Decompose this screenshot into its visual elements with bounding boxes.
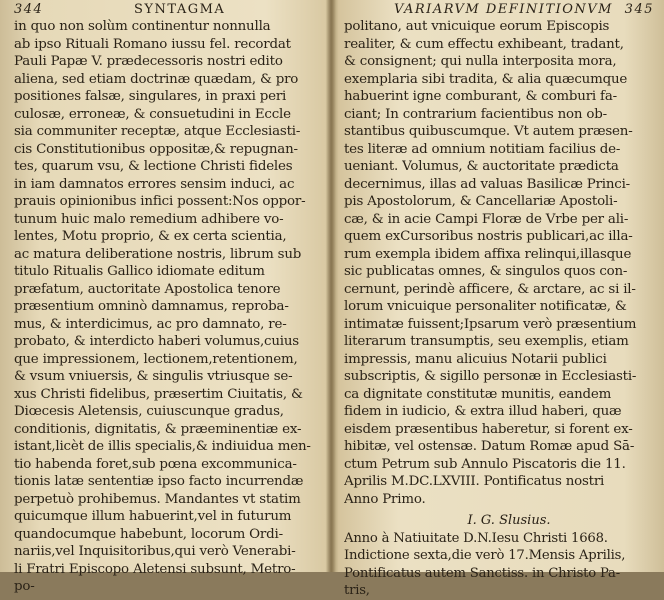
- text-line: ca dignitate constitutæ munitis, eandem: [344, 386, 612, 402]
- text-line: tris,: [344, 583, 370, 598]
- text-line: tionis latæ sententiæ ipso facto incurrendæ: [14, 474, 304, 489]
- text-line: tes, quarum vsu, & lectione Christi fideles: [14, 159, 293, 174]
- right-page: [334, 0, 664, 598]
- text-line: lorum vnicuique personaliter notificatæ, &: [344, 299, 627, 314]
- text-line: Indictione sexta,die verò 17.Mensis Aprilis,: [344, 548, 626, 563]
- text-line: Aprilis M.DC.LXVIII. Pontificatus nostri: [344, 474, 605, 489]
- text-line: intimatæ fuissent;Ipsarum verò præsentium: [344, 316, 637, 332]
- left-running-head: [14, 2, 322, 18]
- text-line: in quo non solùm continentur nonnulla: [14, 19, 271, 34]
- text-line: subscriptis, & sigillo personæ in Ecclesiasti-: [344, 369, 637, 384]
- text-line: quandocumque habebunt, locorum Ordi-: [14, 526, 283, 542]
- text-line: stantibus quibuscumque. Vt autem præsen-: [344, 124, 633, 139]
- left-page: [0, 0, 330, 594]
- text-line: tunum huic malo remedium adhibere vo-: [14, 211, 284, 227]
- text-line: ciant; In contrarium facientibus non ob-: [344, 106, 607, 122]
- text-line: cernunt, perindè afficere, & arctare, ac si il-: [344, 281, 636, 297]
- text-line: Anno Primo.: [344, 491, 426, 507]
- text-line: positiones falsæ, singulares, in praxi peri: [14, 89, 287, 104]
- text-line: exemplaria sibi tradita, & alia quæcumque: [344, 71, 628, 87]
- text-line: po-: [14, 579, 35, 594]
- text-line: tes literæ ad omnium notitiam facilius de-: [344, 141, 621, 157]
- text-line: mus, & interdicimus, ac pro damnato, re-: [14, 316, 287, 332]
- right-running-title: VARIARVM DEFINITIONVM: [394, 2, 613, 17]
- right-page-number: 345: [624, 2, 654, 17]
- text-line: præsentium omninò damnamus, reproba-: [14, 299, 289, 314]
- text-line: quicumque illum habuerint,vel in futurum: [14, 509, 292, 524]
- text-line: quem exCursoribus nostris publicari,ac illa-: [344, 229, 633, 244]
- text-line: cæ, & in acie Campi Floræ de Vrbe per ali-: [344, 211, 629, 227]
- text-line: nariis,vel Inquisitoribus,qui verò Venerabi-: [14, 544, 296, 559]
- text-line: eisdem præsentibus haberetur, si forent ex-: [344, 421, 633, 437]
- text-line: Diœcesis Aletensis, cuiuscunque gradus,: [14, 404, 284, 419]
- text-line: ab ipso Rituali Romano iussu fel. recordat: [14, 36, 291, 52]
- addendum: [344, 530, 654, 600]
- text-line: cis Constitutionibus oppositæ,& repugnan-: [14, 141, 298, 157]
- text-line: ctum Petrum sub Annulo Piscatoris die 11.: [344, 456, 626, 472]
- text-line: rum exempla ibidem affixa relinqui,illasque: [344, 246, 632, 262]
- text-line: & vsum vniuersis, & singulis vtriusque se-: [14, 369, 293, 384]
- text-line: perpetuò prohibemus. Mandantes vt statim: [14, 491, 301, 507]
- text-line: realiter, & cum effectu exhibeant, tradant,: [344, 36, 624, 52]
- text-line: & consignent; qui nulla interposita mora,: [344, 54, 617, 69]
- text-line: literarum transumptis, seu exemplis, etiam: [344, 334, 629, 349]
- text-line: probato, & interdicto haberi volumus,cuius: [14, 334, 299, 349]
- text-line: prauis opinionibus infici possent:Nos oppor-: [14, 194, 306, 209]
- text-line: impressis, manu alicuius Notarii publici: [344, 351, 607, 367]
- text-line: politano, aut vnicuique eorum Episcopis: [344, 19, 610, 34]
- text-line: Pontificatus autem Sanctiss. in Christo Pa-: [344, 565, 620, 581]
- text-line: que impressionem, lectionem,retentionem,: [14, 351, 298, 367]
- text-line: sia communiter receptæ, atque Ecclesiasti-: [14, 124, 301, 139]
- text-line: decernimus, illas ad valuas Basilicæ Princi-: [344, 176, 630, 192]
- left-page-number: 344: [14, 2, 44, 17]
- right-page-body: [344, 18, 654, 508]
- text-line: xus Christi fidelibus, præsertim Ciuitatis, &: [14, 386, 303, 402]
- text-line: præfatum, auctoritate Apostolica tenore: [14, 281, 281, 297]
- text-line: fidem in iudicio, & extra illud haberi, quæ: [344, 404, 622, 419]
- text-line: conditionis, dignitatis, & præeminentiæ ex-: [14, 421, 302, 437]
- text-line: Anno à Natiuitate D.N.Iesu Christi 1668.: [344, 530, 608, 546]
- left-page-body: [14, 18, 322, 596]
- text-line: habuerint igne comburant, & comburi fa-: [344, 89, 617, 104]
- text-line: aliena, sed etiam doctrinæ quædam, & pro: [14, 71, 299, 87]
- left-running-title: SYNTAGMA: [134, 2, 226, 17]
- text-line: ueniant. Volumus, & auctoritate prædicta: [344, 159, 619, 174]
- text-line: tio habenda foret,sub pœna excommunica-: [14, 456, 297, 472]
- text-line: ac matura deliberatione nostris, librum sub: [14, 246, 302, 262]
- text-line: titulo Ritualis Gallico idiomate editum: [14, 264, 265, 279]
- text-line: li Fratri Episcopo Aletensi subsunt, Metro-: [14, 561, 296, 577]
- text-line: culosæ, erroneæ, & consuetudini in Eccle: [14, 106, 291, 122]
- text-line: sic publicatas omnes, & singulos quos con-: [344, 264, 628, 279]
- signature: I. G. Slusius.: [467, 513, 551, 528]
- text-line: pis Apostolorum, & Cancellariæ Apostoli-: [344, 194, 618, 209]
- text-line: in iam damnatos errores sensim induci, ac: [14, 176, 295, 192]
- text-line: istant,licèt de illis specialis,& indiuidua men-: [14, 439, 311, 454]
- text-line: lentes, Motu proprio, & ex certa scientia,: [14, 229, 287, 244]
- text-line: Pauli Papæ V. prædecessoris nostri edito: [14, 54, 283, 69]
- right-running-head: [344, 2, 654, 18]
- text-line: hibitæ, vel ostensæ. Datum Romæ apud Sā-: [344, 439, 635, 454]
